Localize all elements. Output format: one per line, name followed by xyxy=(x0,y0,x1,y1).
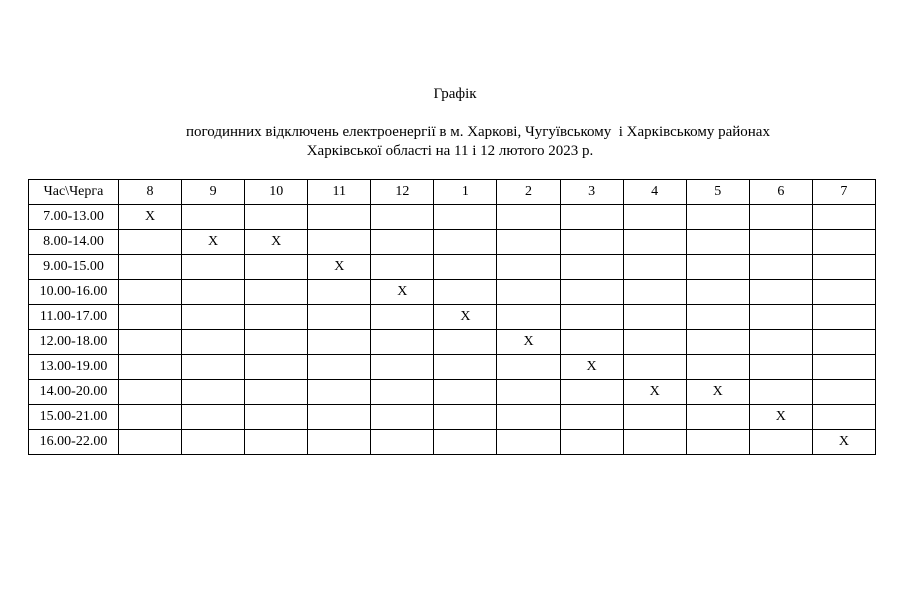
outage-mark-cell xyxy=(749,355,812,380)
time-slot-cell: 11.00-17.00 xyxy=(29,305,119,330)
outage-mark-cell xyxy=(182,330,245,355)
outage-mark-cell xyxy=(497,205,560,230)
outage-mark-cell xyxy=(371,430,434,455)
queue-header-cell: 11 xyxy=(308,180,371,205)
queue-header-cell: 9 xyxy=(182,180,245,205)
outage-mark-cell xyxy=(812,280,875,305)
queue-header-cell: 7 xyxy=(812,180,875,205)
outage-mark-cell: X xyxy=(812,430,875,455)
queue-header-cell: 4 xyxy=(623,180,686,205)
time-slot-cell: 10.00-16.00 xyxy=(29,280,119,305)
outage-mark-cell xyxy=(434,405,497,430)
time-slot-cell: 7.00-13.00 xyxy=(29,205,119,230)
outage-mark-cell xyxy=(560,280,623,305)
outage-mark-cell xyxy=(560,305,623,330)
table-row xyxy=(29,280,876,305)
outage-mark-cell: X xyxy=(371,280,434,305)
outage-mark-cell xyxy=(623,355,686,380)
outage-mark-cell xyxy=(497,305,560,330)
outage-mark-cell xyxy=(119,230,182,255)
outage-mark-cell xyxy=(308,280,371,305)
time-slot-cell: 12.00-18.00 xyxy=(29,330,119,355)
schedule-table-body xyxy=(29,180,876,455)
time-slot-cell: 15.00-21.00 xyxy=(29,405,119,430)
queue-header-cell: 6 xyxy=(749,180,812,205)
outage-mark-cell xyxy=(812,230,875,255)
outage-mark-cell xyxy=(497,280,560,305)
outage-mark-cell xyxy=(749,280,812,305)
outage-mark-cell xyxy=(686,430,749,455)
outage-mark-cell xyxy=(749,205,812,230)
queue-header-cell: 12 xyxy=(371,180,434,205)
outage-mark-cell xyxy=(434,330,497,355)
document-title: Графік xyxy=(433,86,477,102)
queue-header-cell: 2 xyxy=(497,180,560,205)
table-row xyxy=(29,205,876,230)
queue-header-cell: 10 xyxy=(245,180,308,205)
outage-mark-cell xyxy=(245,430,308,455)
outage-mark-cell xyxy=(686,305,749,330)
time-slot-cell: 13.00-19.00 xyxy=(29,355,119,380)
outage-mark-cell xyxy=(686,255,749,280)
outage-mark-cell: X xyxy=(686,380,749,405)
outage-mark-cell xyxy=(245,380,308,405)
outage-mark-cell xyxy=(686,355,749,380)
outage-mark-cell: X xyxy=(119,205,182,230)
outage-schedule-table xyxy=(28,179,876,455)
outage-mark-cell xyxy=(119,330,182,355)
outage-mark-cell: X xyxy=(308,255,371,280)
outage-mark-cell xyxy=(623,255,686,280)
outage-mark-cell xyxy=(245,255,308,280)
outage-mark-cell xyxy=(371,380,434,405)
outage-mark-cell xyxy=(812,305,875,330)
time-slot-cell: 8.00-14.00 xyxy=(29,230,119,255)
outage-mark-cell xyxy=(812,330,875,355)
outage-mark-cell xyxy=(497,230,560,255)
outage-mark-cell xyxy=(371,405,434,430)
outage-mark-cell xyxy=(686,280,749,305)
outage-mark-cell xyxy=(560,330,623,355)
outage-mark-cell xyxy=(182,255,245,280)
outage-mark-cell xyxy=(308,380,371,405)
outage-mark-cell: X xyxy=(497,330,560,355)
outage-mark-cell xyxy=(371,305,434,330)
corner-header-cell: Час\Черга xyxy=(29,180,119,205)
table-row xyxy=(29,380,876,405)
table-header-row xyxy=(29,180,876,205)
outage-mark-cell: X xyxy=(623,380,686,405)
outage-mark-cell: X xyxy=(245,230,308,255)
queue-header-cell: 8 xyxy=(119,180,182,205)
queue-header-cell: 3 xyxy=(560,180,623,205)
table-row xyxy=(29,230,876,255)
outage-mark-cell xyxy=(245,305,308,330)
outage-mark-cell xyxy=(686,330,749,355)
outage-mark-cell xyxy=(371,230,434,255)
outage-mark-cell xyxy=(434,430,497,455)
time-slot-cell: 9.00-15.00 xyxy=(29,255,119,280)
outage-mark-cell xyxy=(182,380,245,405)
outage-mark-cell xyxy=(497,405,560,430)
outage-mark-cell xyxy=(560,230,623,255)
outage-mark-cell xyxy=(245,355,308,380)
outage-mark-cell xyxy=(623,430,686,455)
outage-mark-cell xyxy=(749,330,812,355)
outage-mark-cell xyxy=(623,280,686,305)
outage-mark-cell xyxy=(308,405,371,430)
table-row xyxy=(29,330,876,355)
outage-mark-cell xyxy=(434,205,497,230)
table-row xyxy=(29,305,876,330)
outage-mark-cell xyxy=(371,355,434,380)
outage-mark-cell xyxy=(812,255,875,280)
outage-mark-cell: X xyxy=(749,405,812,430)
outage-mark-cell xyxy=(308,355,371,380)
outage-mark-cell xyxy=(245,330,308,355)
outage-mark-cell xyxy=(749,305,812,330)
outage-mark-cell xyxy=(560,430,623,455)
outage-mark-cell xyxy=(182,205,245,230)
outage-mark-cell xyxy=(308,230,371,255)
outage-mark-cell xyxy=(560,255,623,280)
outage-mark-cell xyxy=(497,355,560,380)
outage-mark-cell xyxy=(812,355,875,380)
outage-mark-cell xyxy=(812,405,875,430)
outage-mark-cell xyxy=(371,330,434,355)
outage-mark-cell xyxy=(308,205,371,230)
outage-mark-cell xyxy=(182,280,245,305)
outage-mark-cell xyxy=(560,205,623,230)
document-subtitle-line2: Харківської області на 11 і 12 лютого 2023 р. xyxy=(306,143,594,159)
outage-mark-cell xyxy=(119,430,182,455)
outage-mark-cell xyxy=(434,230,497,255)
outage-mark-cell xyxy=(812,380,875,405)
outage-mark-cell xyxy=(119,280,182,305)
outage-mark-cell xyxy=(182,430,245,455)
outage-mark-cell xyxy=(434,355,497,380)
outage-mark-cell xyxy=(371,255,434,280)
queue-header-cell: 5 xyxy=(686,180,749,205)
outage-mark-cell xyxy=(497,430,560,455)
outage-mark-cell xyxy=(749,430,812,455)
outage-mark-cell xyxy=(749,380,812,405)
outage-mark-cell xyxy=(245,205,308,230)
outage-mark-cell xyxy=(623,405,686,430)
table-row xyxy=(29,255,876,280)
outage-mark-cell: X xyxy=(182,230,245,255)
outage-mark-cell xyxy=(623,230,686,255)
document-subtitle-line1: погодинних відключень електроенергії в м. Харкові, Чугуївському і Харківському районах xyxy=(186,124,770,140)
outage-mark-cell xyxy=(182,355,245,380)
outage-mark-cell xyxy=(686,230,749,255)
outage-mark-cell xyxy=(434,280,497,305)
outage-mark-cell xyxy=(119,405,182,430)
outage-mark-cell xyxy=(308,430,371,455)
outage-mark-cell: X xyxy=(560,355,623,380)
outage-mark-cell xyxy=(434,255,497,280)
outage-mark-cell: X xyxy=(434,305,497,330)
table-row xyxy=(29,355,876,380)
time-slot-cell: 14.00-20.00 xyxy=(29,380,119,405)
outage-mark-cell xyxy=(686,205,749,230)
time-slot-cell: 16.00-22.00 xyxy=(29,430,119,455)
outage-mark-cell xyxy=(686,405,749,430)
outage-mark-cell xyxy=(560,380,623,405)
outage-mark-cell xyxy=(560,405,623,430)
outage-mark-cell xyxy=(371,205,434,230)
outage-mark-cell xyxy=(182,405,245,430)
outage-mark-cell xyxy=(623,330,686,355)
outage-mark-cell xyxy=(434,380,497,405)
outage-mark-cell xyxy=(749,230,812,255)
outage-mark-cell xyxy=(119,380,182,405)
outage-mark-cell xyxy=(497,380,560,405)
outage-mark-cell xyxy=(497,255,560,280)
outage-mark-cell xyxy=(119,255,182,280)
outage-mark-cell xyxy=(245,405,308,430)
outage-mark-cell xyxy=(119,305,182,330)
outage-mark-cell xyxy=(623,205,686,230)
outage-mark-cell xyxy=(623,305,686,330)
table-row xyxy=(29,405,876,430)
outage-mark-cell xyxy=(812,205,875,230)
outage-mark-cell xyxy=(182,305,245,330)
outage-mark-cell xyxy=(119,355,182,380)
outage-mark-cell xyxy=(308,305,371,330)
outage-mark-cell xyxy=(749,255,812,280)
queue-header-cell: 1 xyxy=(434,180,497,205)
table-row xyxy=(29,430,876,455)
outage-mark-cell xyxy=(245,280,308,305)
outage-mark-cell xyxy=(308,330,371,355)
